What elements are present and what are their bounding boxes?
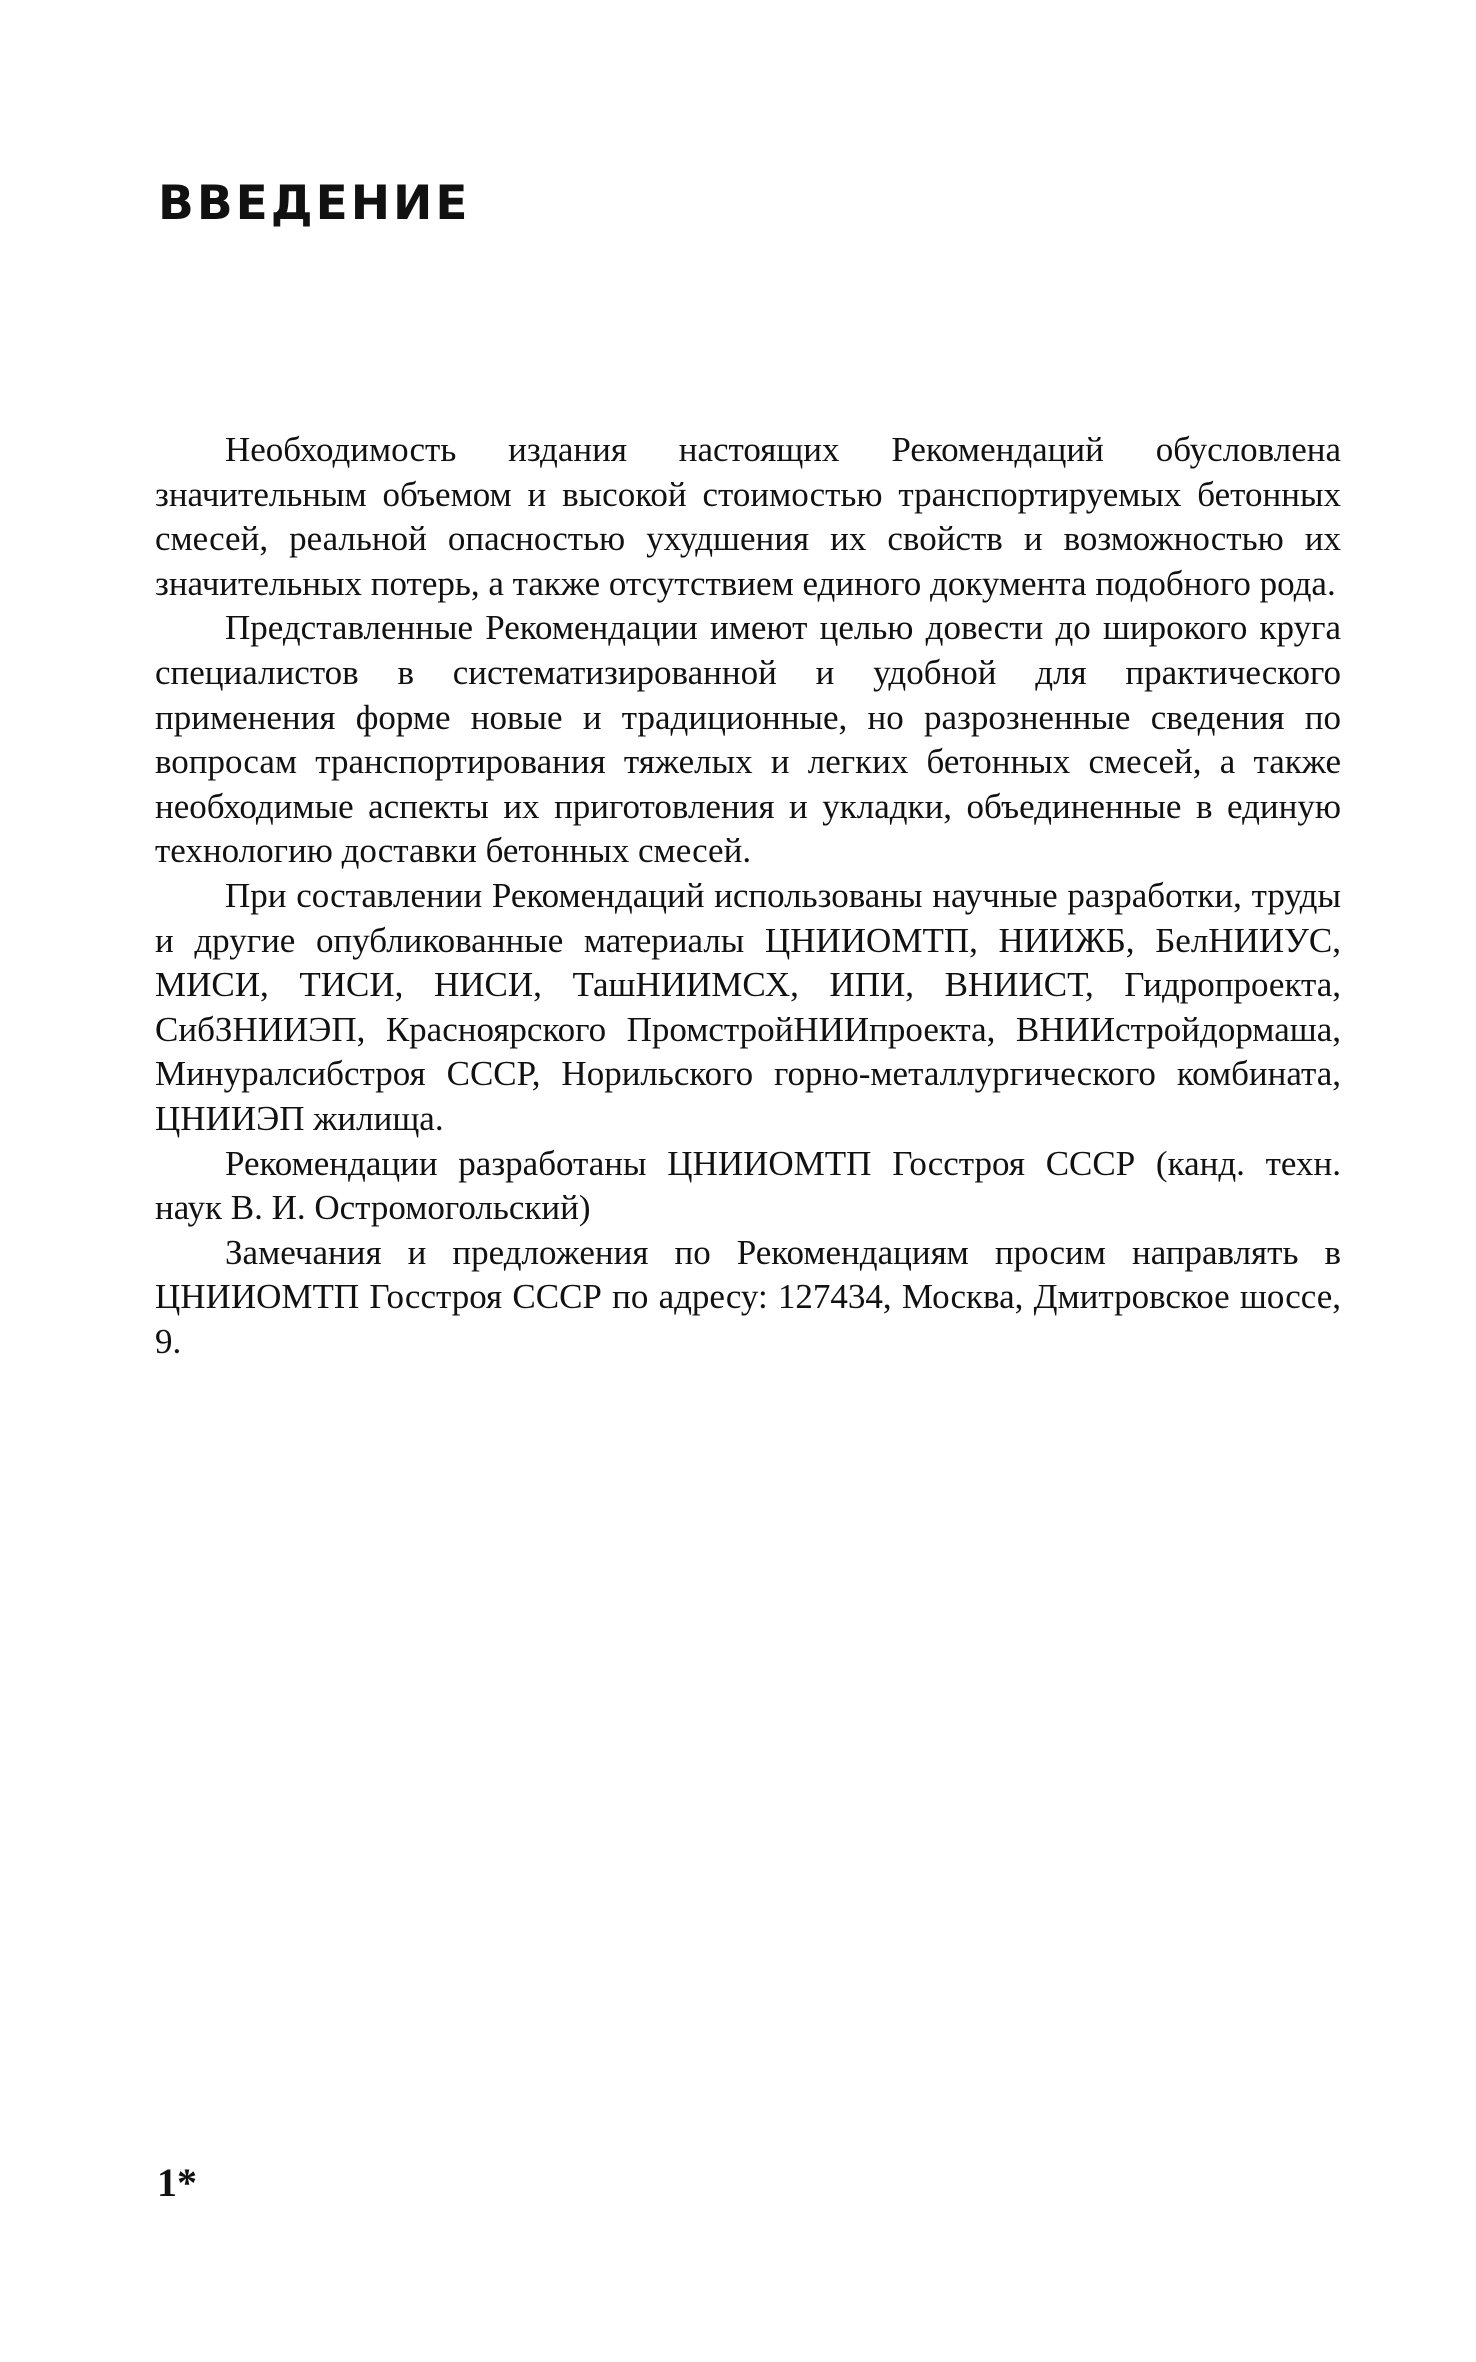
paragraph-necessity: Необходимость издания настоящих Рекомендаций обусловлена значительным объемом и высокой стоимостью транспортируемых бетонных смесей, реальной опасностью ухудшения их свойств и возможностью их значительных потерь, а также отсутствием единого документа подобного рода. [155,430,1341,603]
paragraph-authors: Рекомендации разработаны ЦНИИОМТП Госстроя СССР (канд. техн. наук В. И. Остромогольский) [155,1143,1341,1228]
page-title: ВВЕДЕНИЕ [158,176,471,231]
paragraph-sources: При составлении Рекомендаций использованы научные разработки, труды и другие опубликованные материалы ЦНИИОМТП, НИИЖБ, БелНИИУС, МИСИ, ТИСИ, НИСИ, ТашНИИМСХ, ИПИ, ВНИИСТ, Гидропроекта, СибЗНИИЭП, Красноярского ПромстройНИИпроекта, ВНИИстройдормаша, Минуралсибстроя СССР, Норильского горно-металлургического комбината, ЦНИИЭП жилища. [155,875,1341,1138]
page-number: 1* [157,2160,197,2205]
paragraph-contact: Замечания и предложения по Рекомендациям просим направлять в ЦНИИОМТП Госстроя СССР по адресу: 127434, Москва, Дмитровское шоссе, 9. [155,1232,1341,1361]
body-text [155,428,1341,1364]
paragraph-purpose: Представленные Рекомендации имеют целью довести до широкого круга специалистов в систематизированной и удобной для практического применения форме новые и традиционные, но разрозненные сведения по вопросам транспортирования тяжелых и легких бетонных смесей, а также необходимые аспекты их приготовления и укладки, объединенные в единую технологию доставки бетонных смесей. [155,608,1341,871]
